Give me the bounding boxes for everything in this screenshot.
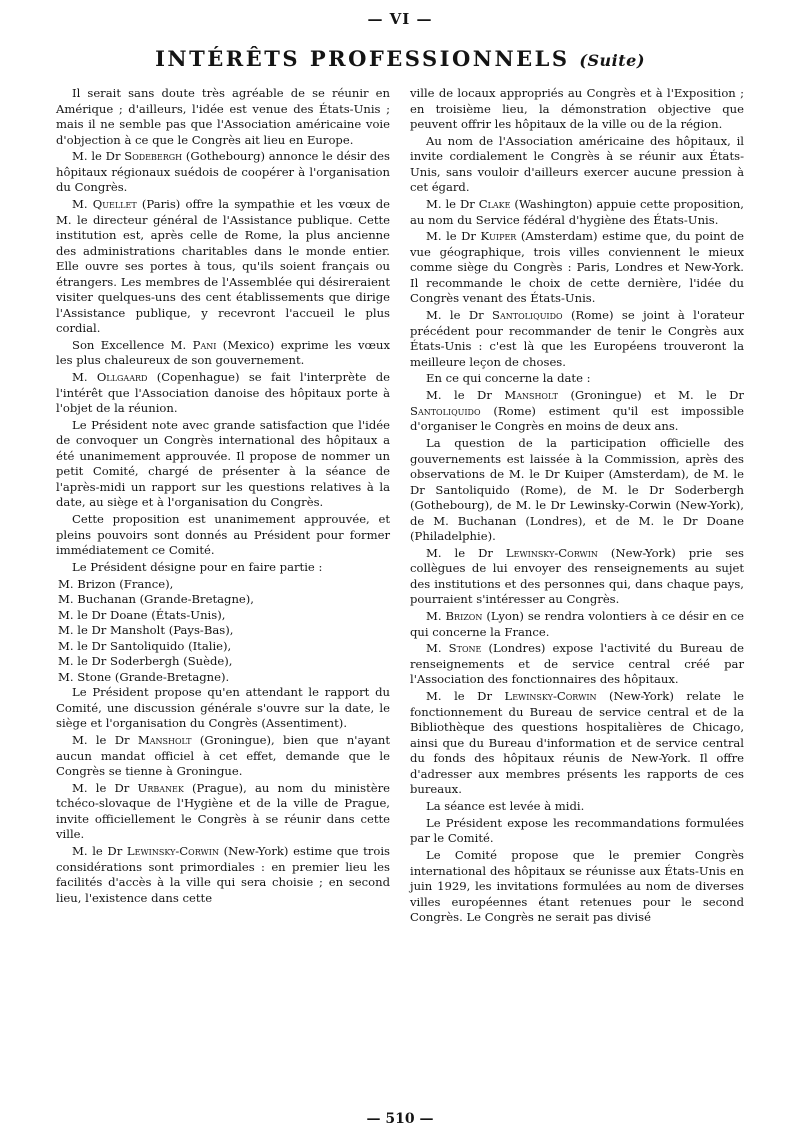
paragraph: Le Président note avec grande satisfaction que l'idée de convoquer un Congrès international des hôpitaux a été unanimement approuvée. Il propose de nommer un petit Comité, chargé de présenter à la séance de l'après-midi un rapport sur les questions relatives à la date, au siège et à l'organisation du Congrès. [56, 417, 390, 510]
speaker-name: Brizon [445, 609, 483, 624]
speaker-name: Urbanek [137, 780, 184, 795]
paragraph: En ce qui concerne la date : [426, 371, 591, 386]
committee-member: M. Stone (Grande-Bretagne). [58, 669, 230, 684]
paragraph: M. le Dr Urbanek (Prague), au nom du ministère tchéco-slovaque de l'Hygiène et de la ville de Prague, invite officiellement le Congrès à se réunir dans cette ville. [56, 780, 390, 842]
paragraph: M. le Dr Clake (Washington) appuie cette proposition, au nom du Service fédéral d'hygiène des États-Unis. [410, 197, 744, 227]
speaker-name: Quellet [92, 197, 137, 212]
page-number: — 510 — [366, 1111, 434, 1127]
speaker-name: Santoliquido [492, 308, 563, 323]
speaker-name: Lewinsky-Corwin [504, 689, 597, 704]
paragraph: M. le Dr Kuiper (Amsterdam) estime que, du point de vue géographique, trois villes conviennent le mieux comme siège du Congrès : Paris, Londres et New-York. Il recommande le choix de cette dernière, l'idée du Congrès venant des États-Unis. [410, 229, 744, 306]
committee-member: M. le Dr Soderbergh (Suède), [58, 654, 233, 669]
paragraph: M. Ollgaard (Copenhague) se fait l'interprète de l'intérêt que l'Association danoise des hôpitaux porte à l'objet de la réunion. [56, 370, 390, 416]
heading-suite: (Suite) [579, 51, 645, 70]
paragraph: La question de la participation officielle des gouvernements est laissée à la Commission, après des observations de M. le Dr Kuiper (Amsterdam), de M. le Dr Santoliquido (Rome), de M. le Dr Soderbergh (Gothebourg), de M. le Dr Lewinsky-Corwin (New-York), de M. Buchanan (Londres), et de M. le Dr Doane (Philadelphie). [410, 436, 744, 544]
committee-member: M. Buchanan (Grande-Bretagne), [58, 592, 254, 607]
right-column [410, 86, 744, 927]
speaker-name: Kuiper [480, 229, 517, 244]
speaker-name: Lewinsky-Corwin [126, 844, 219, 859]
paragraph: M. le Dr Lewinsky-Corwin (New-York) estime que trois considérations sont primordiales : en premier lieu les facilités d'accès à la ville qui sera choisie ; en second lieu, l'existence dans cette [56, 844, 390, 905]
paragraph: M. le Dr Santoliquido (Rome) se joint à l'orateur précédent pour recommander de tenir le Congrès aux États-Unis : c'est là que les Européens trouveront la meilleure leçon de choses. [410, 308, 744, 369]
speaker-name: Mansholt [137, 733, 192, 748]
paragraph: Il serait sans doute très agréable de se réunir en Amérique ; d'ailleurs, l'idée est venue des États-Unis ; mais il ne semble pas que l'Association américaine voie d'objection à ce que le Congrès ait lieu en Europe. [56, 86, 390, 147]
committee-member: M. le Dr Doane (États-Unis), [58, 607, 226, 622]
paragraph: Le Président désigne pour en faire partie : [72, 560, 323, 575]
paragraph: La séance est levée à midi. [426, 799, 585, 814]
paragraph: M. le Dr Lewinsky-Corwin (New-York) relate le fonctionnement du Bureau de service central et de la Bibliothèque des questions hospitalières de Chicago, ainsi que du Bureau d'information et de service central du fonds des hôpitaux réunis de New-York. Il offre d'adresser aux membres présents les rapports de ces bureaux. [410, 689, 744, 797]
roman-page-number: — VI — [367, 10, 433, 28]
paragraph: M. le Dr Mansholt (Groningue) et M. le Dr Santoliquido (Rome) estiment qu'il est impossible d'organiser le Congrès en moins de deux ans. [410, 388, 744, 434]
paragraph: ville de locaux appropriés au Congrès et à l'Exposition ; en troisième lieu, la démonstration objective que peuvent offrir les hôpitaux de la ville ou de la région. [410, 86, 744, 131]
speaker-name: Mansholt [504, 388, 558, 403]
committee-member: M. Brizon (France), [58, 576, 174, 591]
paragraph: M. Brizon (Lyon) se rendra volontiers à ce désir en ce qui concerne la France. [410, 609, 744, 639]
speaker-name: Pani [192, 337, 217, 352]
paragraph: M. le Dr Mansholt (Groningue), bien que n'ayant aucun mandat officiel à cet effet, demande que le Congrès se tienne à Groningue. [56, 733, 390, 779]
paragraph: M. le Dr Lewinsky-Corwin (New-York) prie ses collègues de lui envoyer des renseignements au sujet des institutions et des personnes qui, dans chaque pays, pourraient s'intéresser au Congrès. [410, 545, 744, 607]
paragraph: Son Excellence M. Pani (Mexico) exprime les vœux les plus chaleureux de son gouvernement. [56, 337, 390, 368]
paragraph: Le Président propose qu'en attendant le rapport du Comité, une discussion générale s'ouvre sur la date, le siège et l'organisation du Congrès (Assentiment). [56, 685, 390, 731]
speaker-name: Sodebergh [124, 149, 183, 164]
speaker-name: Lewinsky-Corwin [505, 545, 598, 560]
paragraph: M. le Dr Sodebergh (Gothebourg) annonce le désir des hôpitaux régionaux suédois de coopérer à l'organisation du Congrès. [56, 149, 390, 195]
speaker-name: Ollgaard [96, 370, 148, 385]
paragraph: M. Stone (Londres) expose l'activité du Bureau de renseignements et de service central créé par l'Association des fonctionnaires des hôpitaux. [410, 641, 744, 687]
paragraph: Le Comité propose que le premier Congrès international des hôpitaux se réunisse aux États-Unis en juin 1929, les invitations formulées au nom de diverses villes européennes étant retenues pour le second Congrès. Le Congrès ne serait pas divisé [410, 848, 744, 925]
paragraph: M. Quellet (Paris) offre la sympathie et les vœux de M. le directeur général de l'Assistance publique. Cette institution est, après celle de Rome, la plus ancienne des administrations charitables dans le monde entier. Elle ouvre ses portes à tous, qu'ils soient français ou étrangers. Les membres de l'Assemblée qui désireraient visiter quelques-uns des cent établissements que dirige l'Assistance publique, y recevront l'accueil le plus cordial. [56, 197, 390, 336]
committee-member: M. le Dr Mansholt (Pays-Bas), [58, 623, 234, 638]
speaker-name: Stone [448, 641, 482, 656]
committee-member: M. le Dr Santoliquido (Italie), [58, 638, 232, 653]
section-heading [0, 46, 800, 71]
paragraph: Cette proposition est unanimement approuvée, et pleins pouvoirs sont donnés au Président pour former immédiatement ce Comité. [56, 512, 390, 558]
left-column [56, 86, 390, 908]
speaker-name: Santoliquido [410, 403, 481, 418]
paragraph: Au nom de l'Association américaine des hôpitaux, il invite cordialement le Congrès à se réunir aux États-Unis, sans vouloir d'ailleurs exercer aucune pression à cet égard. [410, 133, 744, 195]
speaker-name: Clake [478, 197, 511, 212]
heading-title: INTÉRÊTS PROFESSIONNELS [155, 46, 570, 71]
paragraph: Le Président expose les recommandations formulées par le Comité. [410, 815, 744, 846]
